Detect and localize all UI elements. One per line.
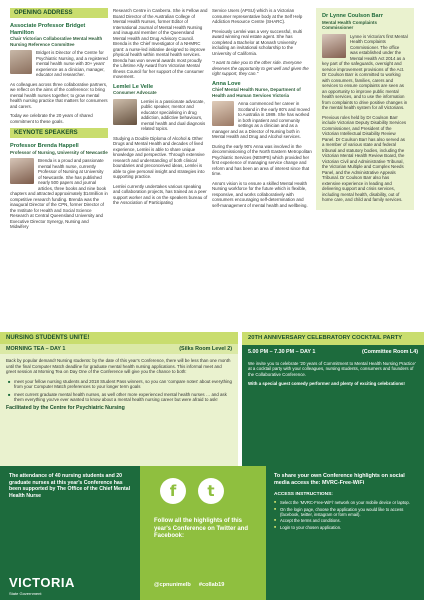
list-item: ■ meet current graduate mental health nurses, as well other more experienced mental health nurses … and ask them everything you've ever wanted to know about a mental health nursing career but were afraid to ask! (8, 392, 232, 403)
hashtag[interactable]: #collab19 (198, 582, 225, 588)
social-handles (154, 582, 224, 588)
lemlei-quote: "I want to take you to the other side. Everyone deserves the opportunity to get well and given the right support, they can." (212, 60, 309, 76)
opening-section-heading: OPENING ADDRESS (10, 8, 108, 18)
anna-name: Anna Love (212, 80, 241, 87)
lemlei-role: Consumer Advocate (113, 90, 157, 95)
wifi-panel (266, 466, 424, 600)
wifi-heading: To share your own Conference highlights on social media access the: MVRC-Free-WiFi (274, 473, 405, 486)
students-session (0, 344, 238, 354)
lemlei-cont-2: Previously Lemlei was a very successful, multi award winning real estate agent. She has completed a Bachelor at Monash University including an invitational scholarship to the University of California. (212, 28, 303, 56)
list-item: ■ meet your fellow nursing students and 2018 Student Pass winners, so you can 'compare notes' about everything from your Computer Match preferences to your longer term goals (8, 379, 232, 390)
social-icons (160, 478, 224, 504)
anna-role: Chief Mental Health Nurse, Department of Health and Human Services Victoria (212, 87, 301, 98)
twitter-icon[interactable]: t (198, 478, 224, 504)
cocktail-highlight: With a special guest comedy performer and plenty of exciting celebrations! (248, 381, 405, 387)
students-day: MORNING TEA – DAY 1 (6, 346, 66, 352)
column-anna (212, 8, 312, 212)
lemlei-bio-1: Lemlei is a passionate advocate, public speaker, mentor and educator specialising in drug addiction, addictive behaviours, mental health and dual diagnosis related topics. (141, 98, 206, 132)
lemlei-bio-2: Studying a Double Diploma of Alcohol & Other Drugs and Mental Health and decades of lived experience, Lemlei is able to share unique knowledge and perspective. Through extensive research and understanding of both clinical boundaries and preconceived ideas, Lemlei is able to give personal insight and strategies into supporting practice. (113, 135, 205, 180)
students-location: (Silks Room Level 2) (179, 346, 232, 352)
cocktail-session (242, 345, 424, 359)
opening-speaker-name: Associate Professor Bridget Hamilton (10, 23, 86, 36)
students-body (0, 354, 238, 415)
opening-bio-3: Today we celebrate the 20 years of shared commitment to these goals. (10, 113, 93, 124)
cocktail-time: 5.00 PM – 7.30 PM – DAY 1 (248, 348, 316, 355)
lemlei-photo (113, 99, 137, 125)
opening-bio-2: As colleagues across three collaborative partners, we reflect on the aims of the conference: to bring mental health nurses together; to grow mental health nursing practice that matters for consumers and carers. (10, 81, 108, 109)
keynote-bio-2: Research Centre in Canberra. She is Fellow and Board Director of the Australian College of Mental Health Nurses, former Editor of International Journal of Mental Health Nursing and inaugural member of the Queensland Mental Health and Drug Advisory Council. Brenda is the Chief Investigator of a NHMRC grant: a nurse-led initiative designed to improve physical health within mental health services. Brenda has won several awards most proudly the Lifetime Ally Award from Victorian Mental Illness Council for her support of the consumer movement. (113, 8, 208, 79)
anna-bio-2: During the early 90's Anna was involved in the decommissioning of the North Eastern Metropolitan Psychiatric Services (NEMPS) which provided her first experience of managing service change and reform and has been an area of interest since that time. (212, 143, 312, 177)
bridget-photo (10, 50, 32, 74)
cocktail-body (242, 359, 424, 389)
keynote-bio-1: Brenda is a proud and passionate mental health nurse, currently Professor of Nursing at University of Newcastle. She has published nearly 500 papers and journal articles, three books and nine book chapters and attracted approximately $14million in competitive research funding. Brenda was the inaugural Director of the CPN, former Director of the Institute for Health and Social Science Research at Central Queensland University and Executive Director Synergy, Nursing and Midwifery (10, 158, 108, 230)
students-box (0, 332, 238, 467)
list-item: ■ Accept the terms and conditions. (274, 518, 416, 523)
social-panel (140, 466, 266, 600)
wifi-instructions (274, 500, 416, 530)
facebook-icon[interactable]: f (160, 478, 186, 504)
cocktail-box (242, 332, 424, 467)
victoria-logo-sub: State Government (9, 591, 42, 596)
list-item: ■ Select the 'MVRC-Free-WiFi' network on your mobile device or laptop. (274, 500, 416, 505)
keynote-speaker-role: Professor of Nursing, University of Newcastle (10, 149, 108, 155)
twitter-handle[interactable]: @cpnunimelb (154, 582, 191, 588)
anna-photo (212, 101, 234, 126)
students-bullets (6, 379, 232, 403)
lemlei-name: Lemlei Le Velle (113, 83, 154, 90)
keynote-section-heading: KEYNOTE SPEAKERS (10, 128, 108, 138)
lynne-photo (322, 34, 346, 58)
social-text: Follow all the highlights of this year's Conference on Twitter and Facebook: (154, 518, 249, 540)
brenda-photo (10, 158, 34, 184)
anna-bio-1: Anna commenced her career in Scotland in the early 80's and moved to Australia in 1989. She has worked in both inpatient and community settings as a clinician and as a manager and as a Director of Nursing both in Mental Health and Drug and Alcohol services. (212, 101, 310, 140)
column-lynne (316, 8, 414, 210)
lynne-role: Mental Health Complaints Commissioner (322, 19, 378, 31)
cocktail-invite: We invite you to celebrate '20 years of Commitment to Mental Health Nursing Practice' at a cocktail party with your colleagues, nursing students, consumers and founders of the Collaborative Conference. (248, 360, 416, 377)
sponsor-text: The attendance of 40 nursing students and 20 graduate nurses at this year's Conference has been supported by The Office of the Chief Mental Health Nurse (9, 473, 131, 499)
opening-bio-1: Bridget is Director of the Centre for Psychiatric Nursing, and a registered mental health nurse with 30+ years' experience as a clinician, manager, educator and researcher. (36, 50, 108, 78)
lynne-name: Dr Lynne Coulson Barr (322, 13, 384, 19)
lynne-bio-2: Previous roles held by Dr Coulson Barr include Victorian Deputy Disability Services Commissioner, and President of the Victorian Intellectual Disability Review Panel. Dr Coulson Barr has also served as a member of various state and federal tribunal and statutory bodies, including the Victorian Mental Health Review Board, the Victorian Civil and Administrative Tribunal, the Victorian Multiple and Complex Needs Panel, and the Administrative Appeals Tribunal. Dr Coulson Barr also has extensive experience in leading and delivering support and crisis services, including mental health, disability, out of home care, and child and family services. (322, 114, 407, 203)
victoria-logo: VICTORIA (9, 575, 75, 590)
students-footer: Facilitated by the Centre for Psychiatric Nursing (6, 404, 125, 411)
cocktail-location: (Committee Room L4) (361, 348, 418, 355)
lemlei-bio-3: Lemlei currently undertakes various speaking and collaboration projects, has trained as a peer support worker and is on the speakers bureau of the Association of Participating (113, 183, 208, 206)
column-opening (10, 8, 108, 234)
lemlei-cont-1: Service Users (APSU) which is a Victorian consumer representative body at the Self Help Addiction Resource Centre (SHARC). (212, 8, 303, 24)
cocktail-title: 20TH ANNIVERSARY CELEBRATORY COCKTAIL PARTY (242, 332, 424, 345)
opening-speaker-role: Chair Victorian Collaborative Mental Health Nursing Reference Committee (10, 36, 103, 47)
list-item: ■ Login to your chosen application. (274, 525, 416, 530)
lynne-bio-1: Lynne is Victoria's first Mental Health Complaints Commissioner. The office was established under the Mental Health Act 2014 as a key part of the safeguards, oversight and service improvement provisions of the Act. Dr Coulson Barr is committed to working with consumers, families, carers and services to ensure complaints are seen as an opportunity to improve public mental health services, and to use the information from complaints to drive positive changes in the mental health system for all Victorians. (322, 33, 408, 111)
list-item: ■ On the login page, choose the application you would like to access (facebook, twitter, instagram or form email). (274, 507, 416, 518)
keynote-speaker-name: Professor Brenda Happell (10, 143, 79, 150)
wifi-instructions-heading: ACCESS INSTRUCTIONS: (274, 492, 333, 498)
students-intro: Back by popular demand! Nursing students: by the date of this year's Conference, there will be less than one month until the final Computer Match deadline for graduate mental health nursing applications. This informal meet and greet session at Morning Tea on Day One of the Conference will give you the chance to both: (6, 358, 231, 374)
column-keynote-cont (113, 8, 208, 210)
students-title: NURSING STUDENTS UNITE! (0, 332, 238, 344)
sponsor-panel (0, 466, 140, 600)
anna-bio-3: Anna's vision is to ensure a skilled Mental Health Nursing workforce for the future which is flexible, responsive, and works collaboratively with consumers encouraging self-determination and self-management of mental health and wellbeing. (212, 180, 308, 208)
